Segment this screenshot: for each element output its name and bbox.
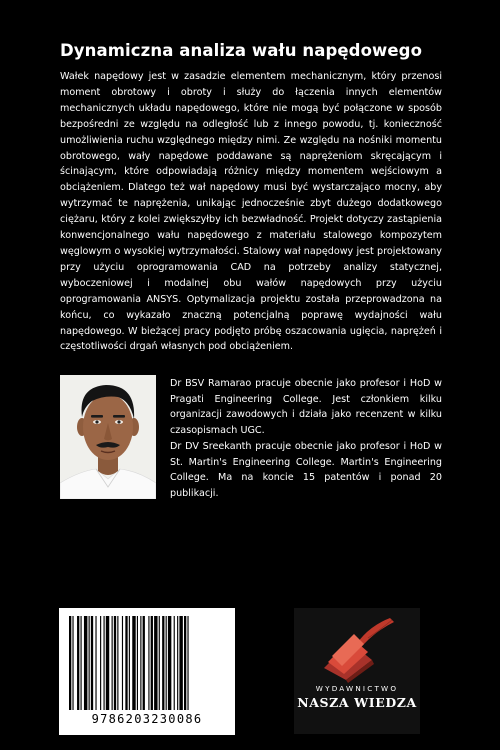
isbn-number: 9786203230086 <box>91 712 203 726</box>
book-title: Dynamiczna analiza wału napędowego <box>60 41 423 60</box>
isbn-barcode <box>59 608 235 735</box>
publisher-name: NASZA WIEDZA <box>297 695 417 710</box>
author-photo <box>60 375 156 499</box>
quill-book-icon <box>294 608 420 684</box>
publisher-logo <box>294 608 420 734</box>
author-bios <box>170 376 442 502</box>
publisher-label: WYDAWNICTWO <box>315 684 399 693</box>
author-bio-sreekanth: Dr DV Sreekanth pracuje obecnie jako profesor i HoD w St. Martin's Engineering College. Martin's Engineering College. Ma na koncie 15 patentów i ponad 20 publikacji. <box>170 440 442 499</box>
book-abstract: Wałek napędowy jest w zasadzie elementem mechanicznym, który przenosi moment obrotowy i obroty i służy do łączenia innych elementów mechanicznych układu napędowego, które nie mogą być połączone w sposób bezpośredni ze względu na odległość lub z innego powodu, tj. konieczność umożliwienia ruchu względnego między nimi. Ze względu na nośniki momentu obrotowego, wały napędowe poddawane są naprężeniom skręcającym i ścinającym, które odpowiadają różnicy między momentem wejściowym a obciążeniem. Dlatego też wał napędowy musi być wystarczająco mocny, aby wytrzymać te naprężenia, unikając jednocześnie zbyt dużego dodatkowego ciężaru, który z kolei zwiększyłby ich bezwładność. Projekt dotyczy zastąpienia konwencjonalnego wału napędowego z materiału stalowego kompozytem węglowym o wysokiej wytrzymałości. Stalowy wał napędowy jest projektowany przy użyciu oprogramowania CAD na potrzeby analizy statycznej, wyboczeniowej i modalnej obu wałów napędowych przy użyciu oprogramowania ANSYS. Optymalizacja projektu została przeprowadzona na końcu, co wykazało znaczną potencjalną poprawę wydajności wału napędowego. W bieżącej pracy podjęto próbę oszacowania ugięcia, naprężeń i częstotliwości drgań własnych pod obciążeniem. <box>60 71 442 353</box>
barcode-bars <box>67 616 227 710</box>
author-bio-ramarao: Dr BSV Ramarao pracuje obecnie jako profesor i HoD w Pragati Engineering College. Jest członkiem kilku organizacji zawodowych i działa jako recenzent w kilku czasopismach UGC. <box>170 378 442 437</box>
